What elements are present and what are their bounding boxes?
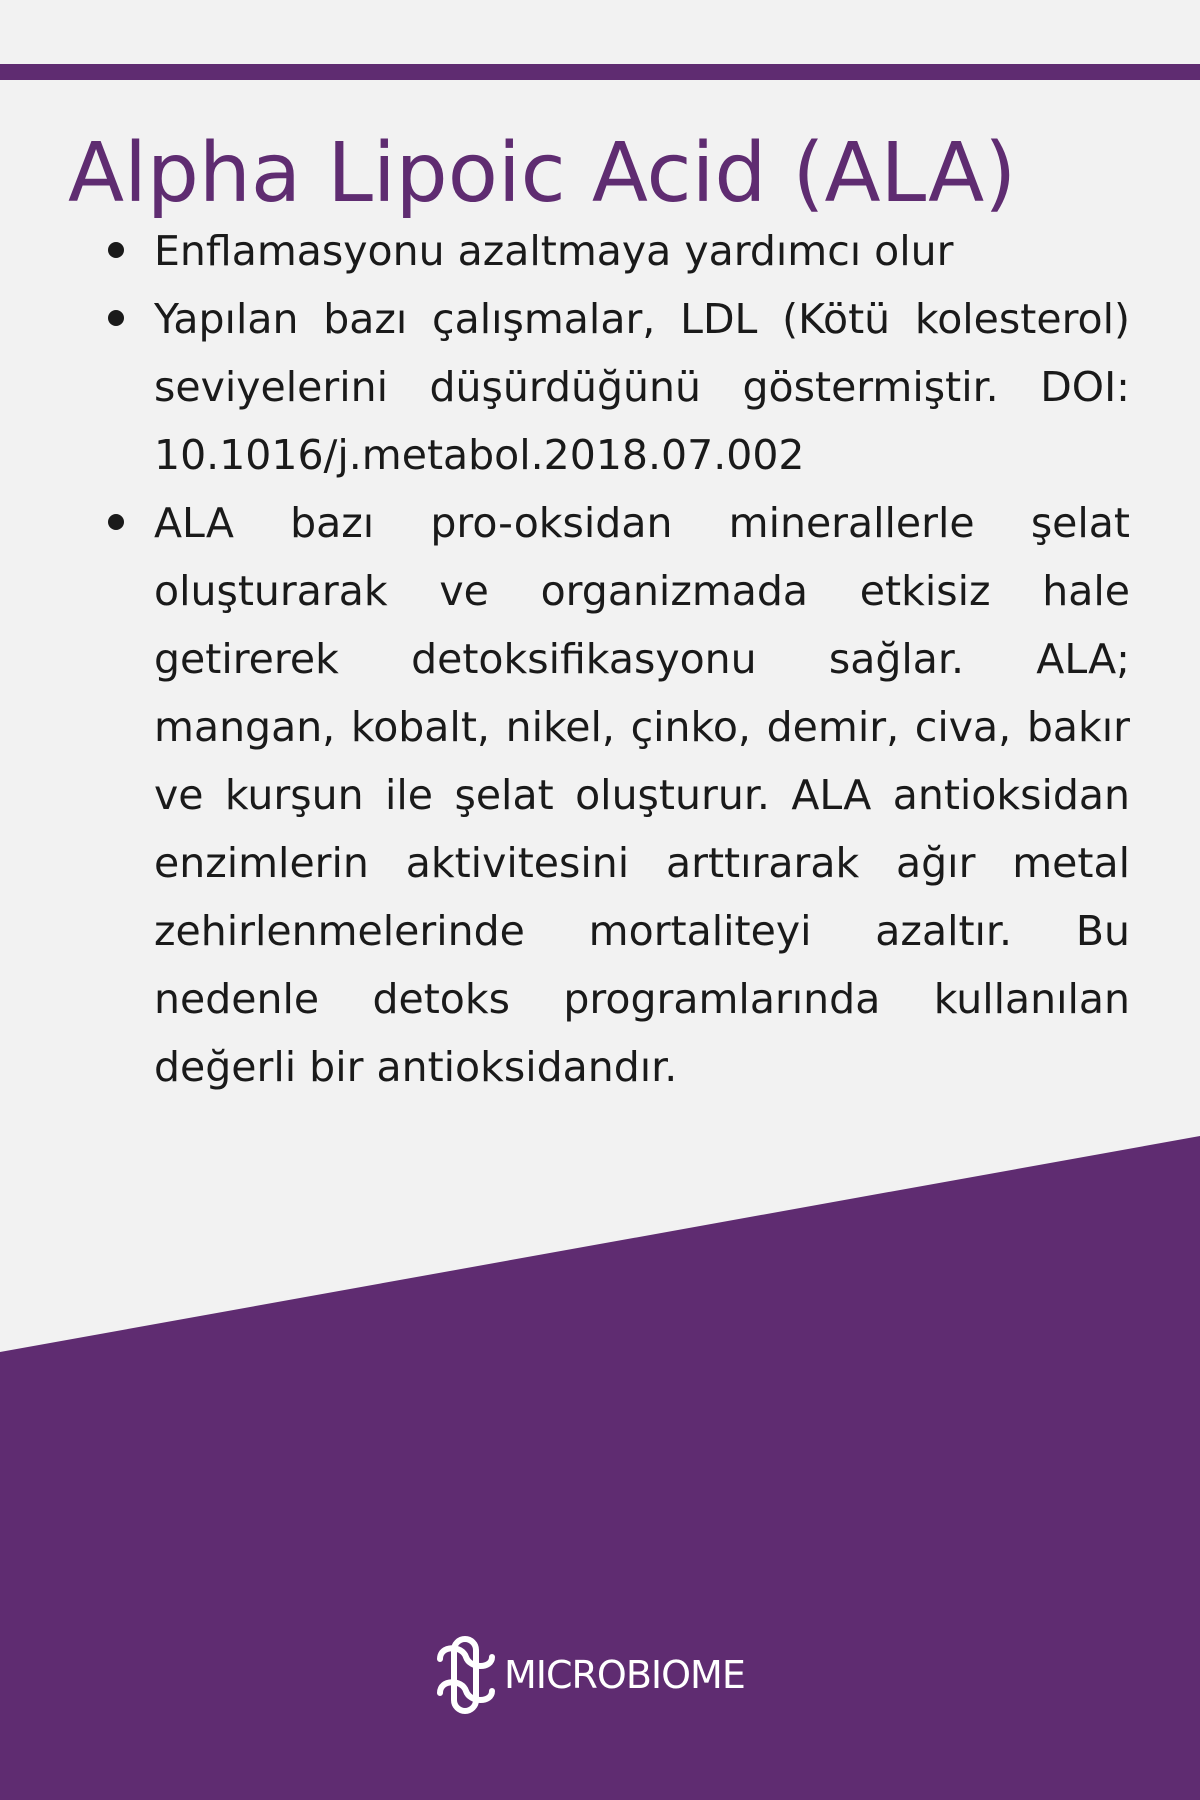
bullet-dot-icon xyxy=(108,242,124,258)
bullet-item-ldl xyxy=(108,285,1130,489)
brand-name: MICROBIOME xyxy=(504,1653,745,1697)
bullet-dot-icon xyxy=(108,514,124,530)
bullet-item-detox xyxy=(108,489,1130,1101)
bullet-text: Yapılan bazı çalışmalar, LDL (Kötü kolesterol) seviyelerini düşürdüğünü göstermiştir. DOI: 10.1016/j.metabol.2018.07.002 xyxy=(154,295,1130,479)
bullet-text: Enflamasyonu azaltmaya yardımcı olur xyxy=(154,227,954,275)
page-title: Alpha Lipoic Acid (ALA) xyxy=(68,126,1017,221)
bullet-text: ALA bazı pro-oksidan minerallerle şelat oluşturarak ve organizmada etkisiz hale getirerek detoksifikasyonu sağlar. ALA; mangan, kobalt, nikel, çinko, demir, civa, bakır ve kurşun ile şelat oluşturur. ALA antioksidan enzimlerin aktivitesini arttırarak ağır metal zehirlenmelerinde mortaliteyi azaltır. Bu nedenle detoks programlarında kullanılan değerli bir antioksidandır. xyxy=(154,499,1130,1091)
bullet-item-inflammation xyxy=(108,217,1130,285)
bullet-list xyxy=(108,217,1130,1101)
microbiome-logo-icon xyxy=(436,1635,496,1715)
brand-logo xyxy=(436,1635,745,1715)
bullet-dot-icon xyxy=(108,310,124,326)
